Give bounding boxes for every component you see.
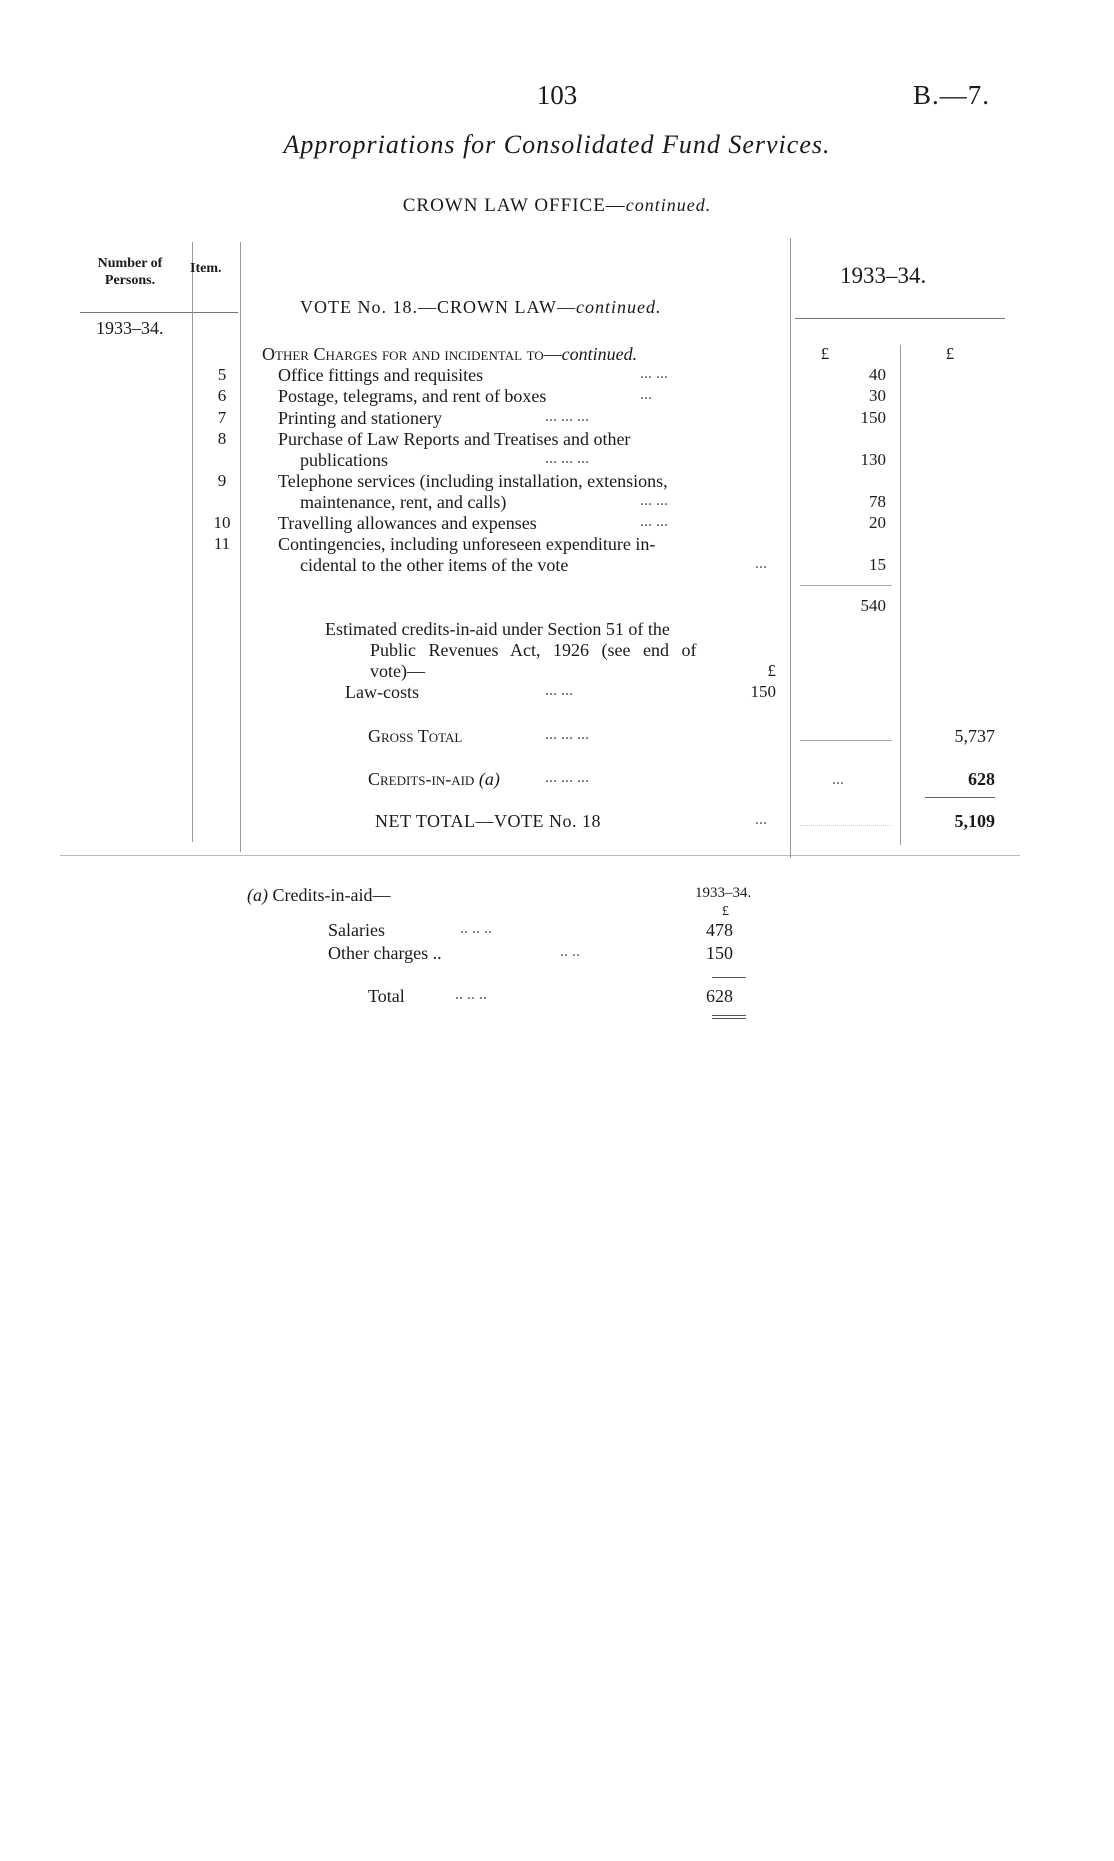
leader-dots: ... ... xyxy=(640,492,668,509)
footnote-label: Credits-in-aid— xyxy=(272,885,391,905)
currency-left: £ xyxy=(820,344,830,363)
item-description: Printing and stationery xyxy=(278,408,442,428)
item-description: Telephone services (including installation, extensions, xyxy=(278,471,668,491)
item-description-cont: cidental to the other items of the vote xyxy=(300,555,569,575)
footnote-dots: .. .. .. xyxy=(460,920,492,937)
col-divider-amount xyxy=(900,345,901,845)
net-total-label: NET TOTAL—VOTE No. 18 xyxy=(375,811,602,831)
section-heading-continued: continued. xyxy=(561,344,638,364)
item-description: Travelling allowances and expenses xyxy=(278,513,537,533)
footnote-double-rule xyxy=(712,1015,746,1016)
credits-in-aid-ref: (a) xyxy=(478,769,500,789)
item-description: Purchase of Law Reports and Treatises and other xyxy=(278,429,631,449)
leader-dots: ... ... ... xyxy=(545,450,589,467)
section-heading-text: Other Charges for and incidental to— xyxy=(262,344,562,364)
table-bottom-rule xyxy=(60,855,1020,856)
item-number: 10 xyxy=(213,513,231,532)
number-of-persons-header: Number of Persons. xyxy=(97,256,163,288)
footnote-row-label: Other charges .. xyxy=(328,943,442,963)
leader-dots: ... ... ... xyxy=(545,408,589,425)
credits-in-aid-text: Credits-in-aid xyxy=(368,769,475,789)
leader-dots: ... xyxy=(832,771,844,788)
footnote-marker: (a) xyxy=(247,885,268,905)
persons-year: 1933–34. xyxy=(96,318,164,338)
page-number: 103 xyxy=(536,80,578,110)
subtotal-amount: 540 xyxy=(860,596,886,615)
gross-rule xyxy=(800,740,892,741)
footnote-row-amount: 478 xyxy=(706,920,733,940)
item-number: 7 xyxy=(217,408,227,427)
lawcosts-label: Law-costs xyxy=(345,682,419,702)
footnote-total-label: Total xyxy=(368,986,405,1006)
item-number: 6 xyxy=(217,386,227,405)
footnote-dots: .. .. .. xyxy=(455,986,487,1003)
rule-persons-header xyxy=(80,312,190,313)
footnote-row-amount: 150 xyxy=(706,943,733,963)
vote-heading xyxy=(300,297,662,318)
leader-dots: ... xyxy=(755,811,767,828)
credits-rule xyxy=(925,797,995,798)
item-header: Item. xyxy=(190,261,222,276)
col-divider-persons xyxy=(192,242,193,842)
page-code: B.—7. xyxy=(912,80,990,110)
col-divider-item xyxy=(240,242,241,852)
rule-item-header xyxy=(190,312,238,313)
item-amount: 150 xyxy=(860,408,886,427)
lawcosts-amount: 150 xyxy=(750,682,776,701)
footnote-row-label: Salaries xyxy=(328,920,385,940)
leader-dots: ... ... ... xyxy=(545,769,589,786)
item-description-cont: publications xyxy=(300,450,388,470)
net-rule xyxy=(800,825,892,826)
footnote-dots: .. .. xyxy=(560,943,580,960)
item-number: 8 xyxy=(217,429,227,448)
gross-total-label: Gross Total xyxy=(368,726,463,746)
credits-in-aid-amount: 628 xyxy=(968,769,995,789)
col-divider-desc xyxy=(790,238,791,858)
item-number: 11 xyxy=(213,534,231,553)
subtotal-rule xyxy=(800,585,892,586)
vote-continued: continued. xyxy=(576,297,662,317)
footnote-total-amount: 628 xyxy=(706,986,733,1006)
leader-dots: ... ... ... xyxy=(545,726,589,743)
office-name: CROWN LAW OFFICE— xyxy=(402,195,626,216)
section-heading xyxy=(262,344,637,365)
credits-note-line: Estimated credits-in-aid under Section 51 of the xyxy=(325,619,670,639)
office-continued: continued. xyxy=(625,195,712,215)
item-amount: 20 xyxy=(869,513,886,532)
item-description: Postage, telegrams, and rent of boxes xyxy=(278,386,547,406)
item-amount: 130 xyxy=(860,450,886,469)
footnote-double-rule xyxy=(712,1018,746,1019)
net-total-amount: 5,109 xyxy=(954,811,995,831)
footnote-currency: £ xyxy=(722,904,729,919)
year-header: 1933–34. xyxy=(840,263,927,288)
item-amount: 40 xyxy=(869,365,886,384)
rule-year-header xyxy=(795,318,1005,319)
item-number: 5 xyxy=(217,365,227,384)
leader-dots: ... xyxy=(640,386,652,403)
item-description: Contingencies, including unforeseen expenditure in- xyxy=(278,534,656,554)
item-description-cont: maintenance, rent, and calls) xyxy=(300,492,507,512)
vote-title: VOTE No. 18.—CROWN LAW— xyxy=(300,297,577,317)
credits-in-aid-label xyxy=(368,769,500,790)
item-amount: 30 xyxy=(869,386,886,405)
credits-note-line: vote)— xyxy=(370,661,425,681)
item-description: Office fittings and requisites xyxy=(278,365,484,385)
credits-note-line: Public Revenues Act, 1926 (see end of xyxy=(370,640,697,660)
leader-dots: ... xyxy=(755,555,767,572)
page-title: Appropriations for Consolidated Fund Services. xyxy=(283,130,831,159)
footnote-year: 1933–34. xyxy=(695,885,752,901)
leader-dots: ... ... xyxy=(640,365,668,382)
footnote-heading xyxy=(247,885,390,906)
item-amount: 78 xyxy=(869,492,886,511)
leader-dots: ... ... xyxy=(640,513,668,530)
leader-dots: ... ... xyxy=(545,682,573,699)
office-heading xyxy=(0,195,1114,217)
footnote-rule xyxy=(712,977,746,978)
credits-note-currency: £ xyxy=(767,661,776,680)
gross-total-amount: 5,737 xyxy=(954,726,995,746)
item-amount: 15 xyxy=(869,555,886,574)
item-number: 9 xyxy=(217,471,227,490)
currency-right: £ xyxy=(945,344,955,363)
